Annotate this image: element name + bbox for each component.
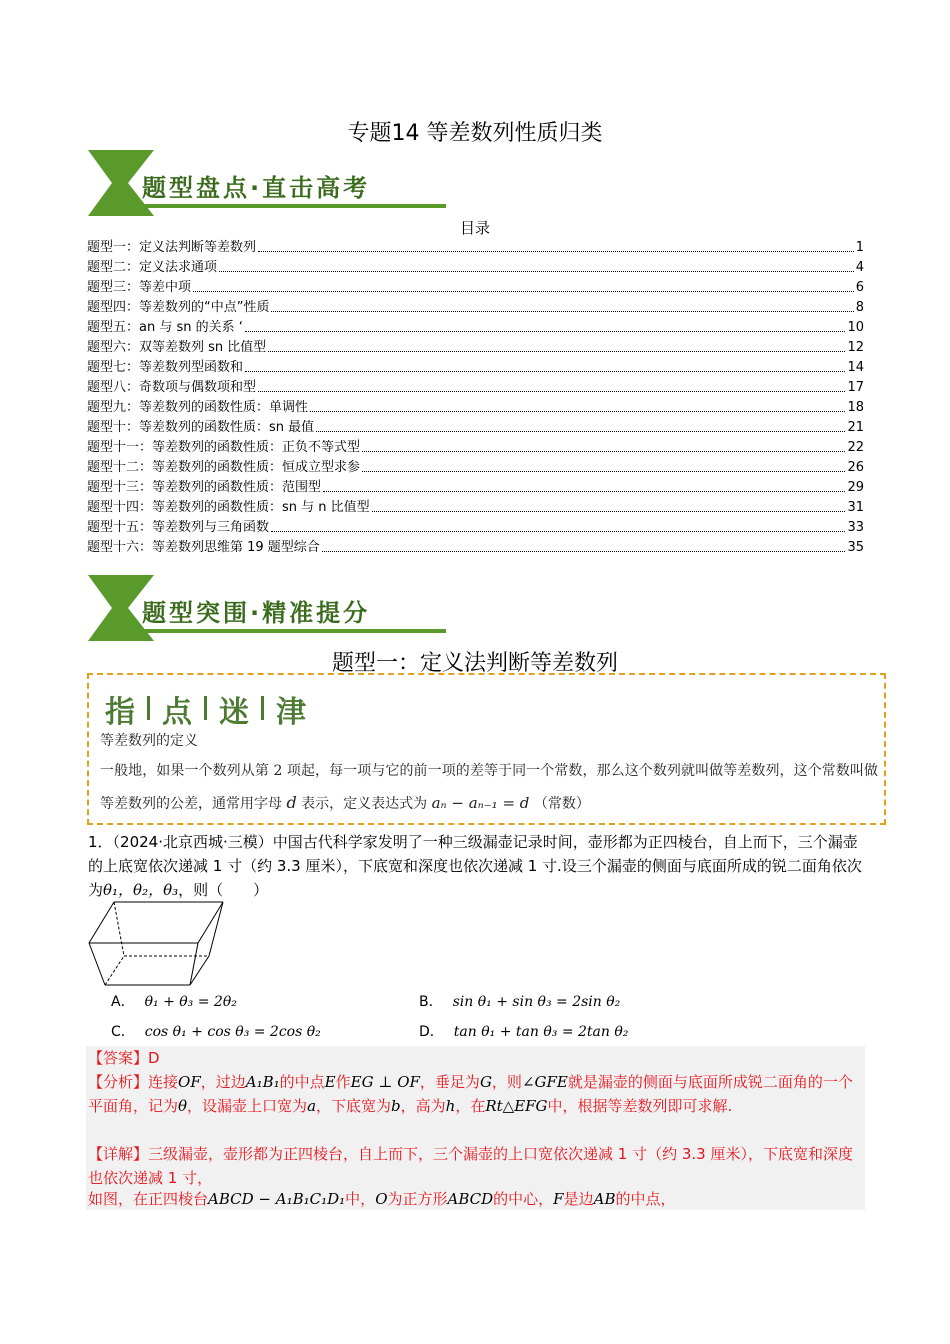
tip-heading-char: 津 <box>276 695 306 730</box>
banner-overview <box>88 150 458 216</box>
toc-leader-dots <box>372 510 846 512</box>
banner-overview-text: 题型盘点·直击高考 <box>142 174 371 202</box>
toc-leader-dots <box>316 430 845 432</box>
math-h: h <box>445 1097 456 1115</box>
math-O: O <box>375 1190 388 1208</box>
toc-item-label: 题型七：等差数列型函数和 <box>87 360 244 375</box>
toc-item-page: 21 <box>847 420 864 435</box>
math-E: E <box>324 1073 336 1091</box>
tip-separator <box>261 696 264 720</box>
option-d-label: D． <box>419 1024 444 1040</box>
toc-item[interactable] <box>87 276 864 296</box>
toc-item-label: 题型九：等差数列的函数性质：单调性 <box>87 400 309 415</box>
toc-item-label: 题型四：等差数列的“中点”性质 <box>87 300 270 315</box>
detail-paragraph-2 <box>88 1187 863 1211</box>
toc-item-label: 题型二：定义法求通项 <box>87 260 218 275</box>
detail-text: 是边 <box>563 1190 594 1208</box>
detail-text: 如图，在正四棱台 <box>88 1190 209 1208</box>
toc-item-label: 题型十六：等差数列思维第 19 题型综合 <box>87 540 320 555</box>
analysis-text: ，则 <box>491 1073 522 1091</box>
analysis-text: ，在 <box>455 1097 486 1115</box>
toc-item-page: 31 <box>847 500 864 515</box>
toc-leader-dots <box>258 250 854 252</box>
detail-text: 为正方形 <box>387 1190 448 1208</box>
frustum-drawing <box>88 899 228 989</box>
toc-leader-dots <box>219 270 854 272</box>
toc-item-page: 14 <box>847 360 864 375</box>
math-A1B1: A₁B₁ <box>245 1073 280 1091</box>
toc-item-label: 题型十：等差数列的函数性质：sn 最值 <box>87 420 315 435</box>
answer-tag: 【答案】 <box>88 1049 149 1067</box>
toc-item-page: 18 <box>847 400 864 415</box>
analysis-text: 中，根据等差数列即可求解. <box>547 1097 733 1115</box>
tip-heading-char: 迷 <box>219 695 249 730</box>
detail-text: 的中心， <box>493 1190 554 1208</box>
toc-leader-dots <box>362 450 845 452</box>
detail-text: 中， <box>345 1190 376 1208</box>
analysis-text: 的中点 <box>279 1073 325 1091</box>
toc-item[interactable] <box>87 336 864 356</box>
toc-leader-dots <box>362 470 845 472</box>
toc-item[interactable] <box>87 236 864 256</box>
tip-box <box>87 673 886 825</box>
math-AB: AB <box>593 1190 616 1208</box>
analysis-text: ，高为 <box>400 1097 446 1115</box>
analysis-text: ，下底宽为 <box>316 1097 392 1115</box>
section-title: 题型一：定义法判断等差数列 <box>331 651 618 676</box>
option-b[interactable] <box>419 991 620 1011</box>
toc-item[interactable] <box>87 376 864 396</box>
frustum-figure <box>88 899 228 993</box>
question-tail: ，则（ ） <box>178 881 269 899</box>
tip-separator <box>147 696 150 720</box>
math-a: a <box>307 1097 317 1115</box>
toc-item[interactable] <box>87 396 864 416</box>
toc-item-page: 29 <box>847 480 864 495</box>
option-c[interactable] <box>111 1021 321 1041</box>
toc-leader-dots <box>258 390 845 392</box>
analysis-tag: 【分析】 <box>88 1073 149 1091</box>
question-number: 1． <box>88 833 113 851</box>
question-source: （2024·北京西城·三模） <box>112 833 273 851</box>
toc-item-page: 6 <box>855 280 864 295</box>
math-frustum: ABCD − A₁B₁C₁D₁ <box>208 1190 346 1208</box>
tip-heading <box>105 687 306 731</box>
tip-letter-d: d <box>286 793 297 812</box>
analysis-text: ，设漏壶上口宽为 <box>187 1097 308 1115</box>
banner-breakthrough <box>88 575 458 641</box>
tip-body-text: 一般地，如果一个数列从第 2 项起，每一项与它的前一项的差等于同一个常数，那么这个数列就叫做等差数列，这个常数叫做等差数列的公差，通常用字母 <box>100 763 878 812</box>
toc-item[interactable] <box>87 536 864 556</box>
toc-item-page: 33 <box>847 520 864 535</box>
banner-breakthrough-text: 题型突围·精准提分 <box>142 599 371 627</box>
toc-leader-dots <box>271 530 845 532</box>
toc-item-page: 26 <box>847 460 864 475</box>
math-b: b <box>391 1097 401 1115</box>
toc-leader-dots <box>245 370 845 372</box>
toc-item-label: 题型十二：等差数列的函数性质：恒成立型求参 <box>87 460 361 475</box>
toc-item-label: 题型十五：等差数列与三角函数 <box>87 520 270 535</box>
toc-item-label: 题型三：等差中项 <box>87 280 192 295</box>
tip-body-text-2: 表示，定义表达式为 <box>301 796 428 812</box>
analysis-text: ，垂足为 <box>419 1073 480 1091</box>
toc-item[interactable] <box>87 436 864 456</box>
toc-item[interactable] <box>87 256 864 276</box>
toc-item-label: 题型八：奇数项与偶数项和型 <box>87 380 257 395</box>
detail-paragraph <box>88 1142 863 1190</box>
toc-leader-dots <box>310 410 845 412</box>
analysis-text: 连接 <box>148 1073 179 1091</box>
answer-area <box>86 1046 865 1210</box>
question-angles: θ₁，θ₂，θ₃ <box>103 881 179 899</box>
tip-body <box>100 755 878 820</box>
option-c-formula: cos θ₁ + cos θ₃ = 2cos θ₂ <box>144 1024 321 1040</box>
tip-separator <box>204 696 207 720</box>
toc-item-page: 1 <box>855 240 864 255</box>
question-body: 中国古代科学家发明了一种三级漏壶记录时间，壶形都为正四棱台，自上而下，三个漏壶的上底宽依次递减 1 寸（约 3.3 厘米），下底宽和深度也依次递减 1 寸.设三个漏壶的侧面与底面所成的锐二面角依次为 <box>88 833 862 899</box>
option-a[interactable] <box>111 991 237 1011</box>
toc-item-label: 题型六：双等差数列 sn 比值型 <box>87 340 267 355</box>
toc-heading: 目录 <box>459 219 490 237</box>
toc-leader-dots <box>245 330 846 332</box>
analysis-text: 就是漏壶的侧面与底面所成锐二面角的一个平面角，记为 <box>88 1073 853 1115</box>
toc-leader-dots <box>193 290 854 292</box>
math-rt-triangle: Rt△EFG <box>485 1097 548 1115</box>
option-b-label: B． <box>419 994 443 1010</box>
option-c-label: C． <box>111 1024 135 1040</box>
detail-tag: 【详解】 <box>88 1145 149 1163</box>
toc-item[interactable] <box>87 456 864 476</box>
toc-item[interactable] <box>87 476 864 496</box>
toc-item-page: 12 <box>847 340 864 355</box>
option-d[interactable] <box>419 1021 628 1041</box>
toc-leader-dots <box>271 310 853 312</box>
tip-heading-char: 点 <box>162 695 192 730</box>
toc-item[interactable] <box>87 296 864 316</box>
analysis-paragraph <box>88 1070 863 1118</box>
toc-leader-dots <box>323 490 845 492</box>
option-d-formula: tan θ₁ + tan θ₃ = 2tan θ₂ <box>453 1024 629 1040</box>
toc-item-page: 4 <box>855 260 864 275</box>
toc-item-label: 题型十三：等差数列的函数性质：范围型 <box>87 480 322 495</box>
math-angle-GFE: ∠GFE <box>521 1073 568 1091</box>
document-title: 专题14 等差数列性质归类 <box>347 121 603 146</box>
answer-value: D <box>148 1049 160 1067</box>
tip-subtitle: 等差数列的定义 <box>100 733 198 749</box>
option-a-formula: θ₁ + θ₃ = 2θ₂ <box>144 994 237 1010</box>
tip-heading-char: 指 <box>105 695 135 730</box>
tip-formula: aₙ − aₙ₋₁ = d <box>431 794 530 812</box>
toc-item[interactable] <box>87 316 864 336</box>
toc-item-label: 题型十一：等差数列的函数性质：正负不等式型 <box>87 440 361 455</box>
table-of-contents <box>87 236 864 556</box>
answer-line <box>88 1046 863 1070</box>
toc-item-page: 35 <box>847 540 864 555</box>
math-ABCD: ABCD <box>447 1190 494 1208</box>
question-1-text <box>88 830 868 902</box>
toc-item-page: 8 <box>855 300 864 315</box>
analysis-text: ，过边 <box>200 1073 246 1091</box>
math-OF: OF <box>178 1073 201 1091</box>
toc-item[interactable] <box>87 496 864 516</box>
toc-item-page: 10 <box>847 320 864 335</box>
option-a-label: A． <box>111 994 135 1010</box>
toc-item-label: 题型一：定义法判断等差数列 <box>87 240 257 255</box>
detail-text: 的中点， <box>615 1190 676 1208</box>
detail-text: 三级漏壶，壶形都为正四棱台，自上而下，三个漏壶的上口宽依次递减 1 寸（约 3.3 厘米），下底宽和深度也依次递减 1 寸， <box>88 1145 853 1187</box>
tip-body-text-3: （常数） <box>533 796 590 812</box>
analysis-text: 作 <box>335 1073 351 1091</box>
toc-leader-dots <box>322 550 846 552</box>
math-G: G <box>479 1073 492 1091</box>
toc-item-label: 题型十四：等差数列的函数性质：sn 与 n 比值型 <box>87 500 370 515</box>
toc-item-page: 17 <box>847 380 864 395</box>
toc-item-page: 22 <box>847 440 864 455</box>
toc-item[interactable] <box>87 516 864 536</box>
math-F: F <box>553 1190 564 1208</box>
math-theta: θ <box>178 1097 188 1115</box>
toc-leader-dots <box>268 350 845 352</box>
toc-item[interactable] <box>87 356 864 376</box>
math-EG-perp-OF: EG ⊥ OF <box>350 1073 420 1091</box>
toc-item-label: 题型五：an 与 sn 的关系 ‘ <box>87 320 243 335</box>
toc-item[interactable] <box>87 416 864 436</box>
option-b-formula: sin θ₁ + sin θ₃ = 2sin θ₂ <box>452 994 621 1010</box>
